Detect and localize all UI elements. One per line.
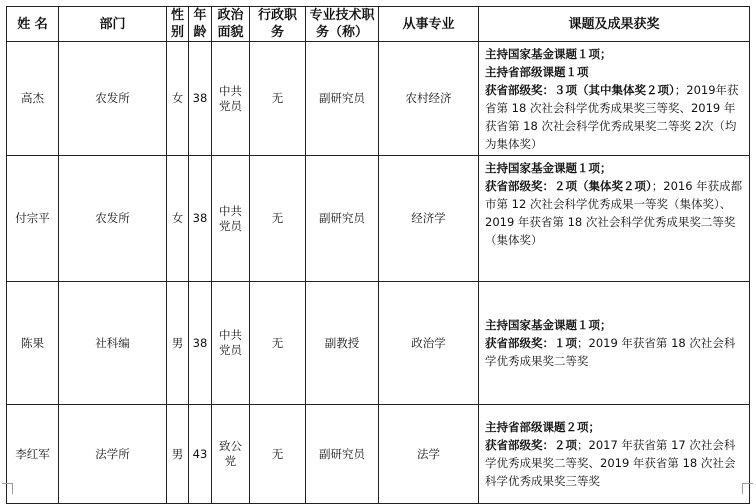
table-row xyxy=(7,405,750,504)
awards-bold-1: 主持国家基金课题１项； xyxy=(485,161,612,175)
cell-admin-post: 无 xyxy=(250,156,306,282)
awards-bold-1: 主持国家基金课题１项； xyxy=(485,47,612,61)
table-row xyxy=(7,42,750,156)
awards-bold-2: 获省部级奖：２项（集体奖２项） xyxy=(485,179,652,193)
awards-bold-1: 主持国家基金课题１项； xyxy=(485,318,612,332)
cell-awards xyxy=(479,156,750,282)
cell-party: 中共党员 xyxy=(212,156,250,282)
cell-name: 付宗平 xyxy=(7,156,59,282)
cell-age: 38 xyxy=(189,156,212,282)
header-age: 年龄 xyxy=(189,7,212,42)
staff-table xyxy=(6,6,750,504)
cell-title: 副研究员 xyxy=(306,405,379,504)
cell-major: 农村经济 xyxy=(379,42,479,156)
cell-party: 致公党 xyxy=(212,405,250,504)
cell-dept: 法学所 xyxy=(59,405,167,504)
awards-text: ；2017 年获省第 17 次社会科学优秀成果奖二等奖、2019 年获省第 18 次社会科学优秀成果奖三等奖 xyxy=(485,438,736,488)
cell-awards xyxy=(479,282,750,405)
header-title: 专业技术职务（称） xyxy=(306,7,379,42)
awards-bold-2: 主持省部级课题１项 xyxy=(485,65,589,79)
cell-party: 中共党员 xyxy=(212,282,250,405)
awards-bold-1: 主持省部级课题２项； xyxy=(485,420,600,434)
cell-title: 副教授 xyxy=(306,282,379,405)
cell-age: 43 xyxy=(189,405,212,504)
cell-party: 中共党员 xyxy=(212,42,250,156)
cell-title: 副研究员 xyxy=(306,156,379,282)
header-admin-post: 行政职务 xyxy=(250,7,306,42)
cell-age: 38 xyxy=(189,42,212,156)
page-corner-mark-right xyxy=(742,483,753,494)
cell-dept: 农发所 xyxy=(59,42,167,156)
header-dept: 部门 xyxy=(59,7,167,42)
header-major: 从事专业 xyxy=(379,7,479,42)
cell-gender: 男 xyxy=(167,405,189,504)
cell-major: 政治学 xyxy=(379,282,479,405)
cell-gender: 女 xyxy=(167,42,189,156)
cell-age: 38 xyxy=(189,282,212,405)
cell-dept: 社科编 xyxy=(59,282,167,405)
cell-admin-post: 无 xyxy=(250,42,306,156)
header-gender: 性别 xyxy=(167,7,189,42)
awards-text: ；2019年获省第 18 次社会科学优秀成果奖三等奖、2019 年获省第 18 次社会科学优秀成果奖二等奖 2次（均为集体奖） xyxy=(485,83,739,151)
cell-awards xyxy=(479,42,750,156)
awards-text: ；2016 年获成都市第 12 次社会科学优秀成果一等奖（集体奖）、2019 年获省第 18 次社会科学优秀成果奖二等奖 （集体奖） xyxy=(485,179,743,247)
awards-text: ；2019 年获省第 18 次社会科学优秀成果奖二等奖 xyxy=(485,336,736,368)
cell-gender: 男 xyxy=(167,282,189,405)
awards-bold-3: 获省部级奖：３项（其中集体奖２项） xyxy=(485,83,675,97)
cell-name: 李红军 xyxy=(7,405,59,504)
cell-gender: 女 xyxy=(167,156,189,282)
header-row xyxy=(7,7,750,42)
page-corner-mark-left xyxy=(2,483,13,494)
cell-dept: 农发所 xyxy=(59,156,167,282)
cell-admin-post: 无 xyxy=(250,405,306,504)
cell-major: 经济学 xyxy=(379,156,479,282)
cell-major: 法学 xyxy=(379,405,479,504)
cell-title: 副研究员 xyxy=(306,42,379,156)
awards-bold-2: 获省部级奖：１项 xyxy=(485,336,577,350)
cell-admin-post: 无 xyxy=(250,282,306,405)
header-name: 姓 名 xyxy=(7,7,59,42)
header-awards: 课题及成果获奖 xyxy=(479,7,750,42)
header-party: 政治面貌 xyxy=(212,7,250,42)
cell-name: 高杰 xyxy=(7,42,59,156)
table-row xyxy=(7,282,750,405)
awards-bold-2: 获省部级奖：２项 xyxy=(485,438,577,452)
cell-name: 陈果 xyxy=(7,282,59,405)
cell-awards xyxy=(479,405,750,504)
table-row xyxy=(7,156,750,282)
